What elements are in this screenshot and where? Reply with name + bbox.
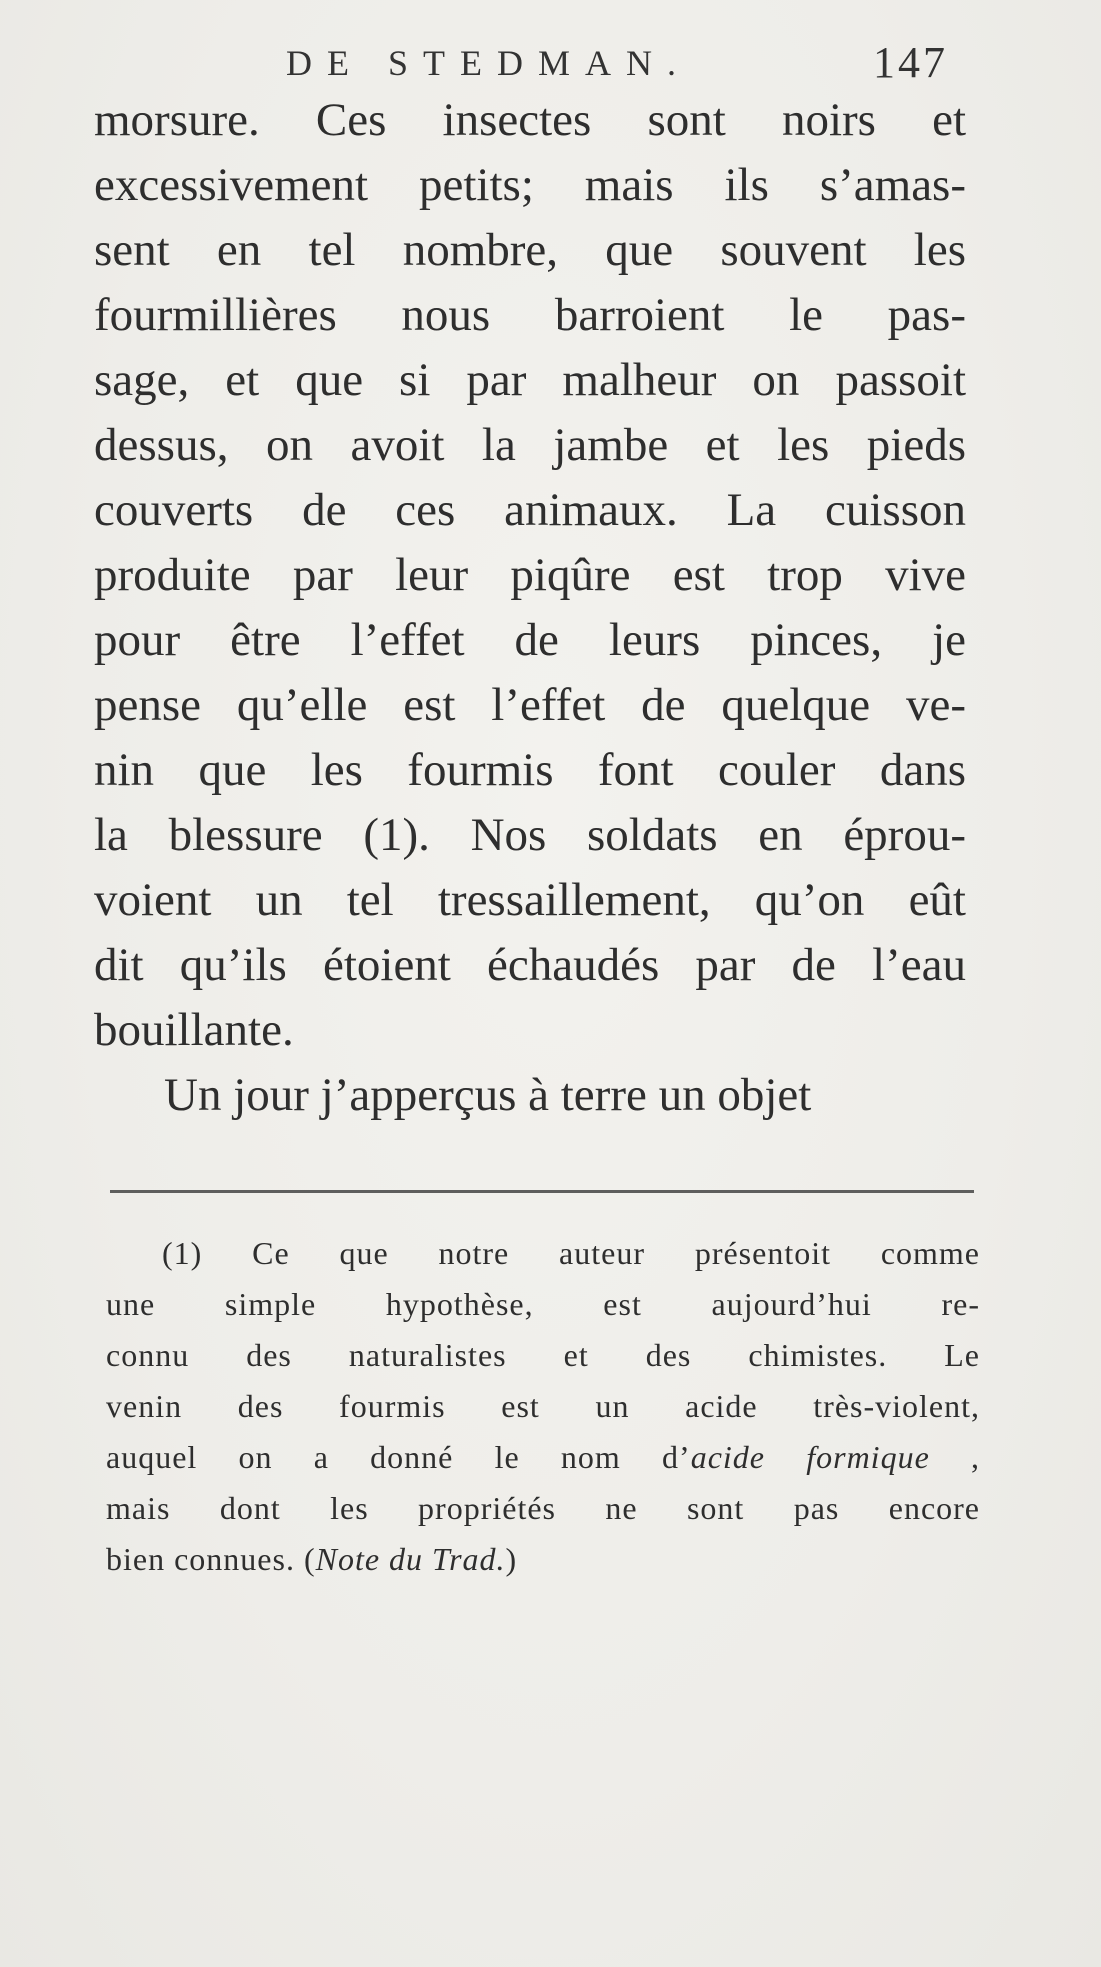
text-line: dessus, on avoit la jambe et les pieds (94, 419, 966, 471)
text-line: fourmillières nous barroient le pas- (94, 289, 966, 341)
text-line: sage, et que si par malheur on passoit (94, 354, 966, 406)
text-line: pense qu’elle est l’effet de quelque ve- (94, 679, 966, 731)
footnote-line: venin des fourmis est un acide très-violent, (106, 1388, 980, 1424)
text-line: morsure. Ces insectes sont noirs et (94, 94, 966, 146)
footnote-text: ) (505, 1541, 518, 1577)
text-line: nin que les fourmis font couler dans (94, 744, 966, 796)
footnote-attribution: Note du Trad. (315, 1541, 506, 1577)
footnote-text: auquel on a donné le nom d’ (106, 1439, 691, 1475)
footnote-italic-term: acide formique (690, 1439, 930, 1475)
page-header (286, 38, 966, 88)
footnote-line (106, 1432, 980, 1483)
text-line: bouillante. (94, 1004, 294, 1056)
footnote-separator (110, 1190, 974, 1193)
text-line: excessivement petits; mais ils s’amas- (94, 159, 966, 211)
text-line: sent en tel nombre, que souvent les (94, 224, 966, 276)
footnote-line: une simple hypothèse, est aujourd’hui re- (106, 1286, 980, 1322)
text-line: la blessure (1). Nos soldats en éprou- (94, 809, 966, 861)
text-line: voient un tel tressaillement, qu’on eût (94, 874, 966, 926)
footnote-line (106, 1534, 980, 1585)
text-line: couverts de ces animaux. La cuisson (94, 484, 966, 536)
text-line: dit qu’ils étoient échaudés par de l’eau (94, 939, 966, 991)
running-title: DE STEDMAN. (286, 43, 691, 83)
text-line: produite par leur piqûre est trop vive (94, 549, 966, 601)
footnote (106, 1228, 980, 1585)
footnote-line: mais dont les propriétés ne sont pas encore (106, 1490, 980, 1526)
text-line: pour être l’effet de leurs pinces, je (94, 614, 966, 666)
footnote-text: bien connues. ( (106, 1541, 316, 1577)
page-number: 147 (873, 38, 948, 87)
text-line: Un jour j’apperçus à terre un objet (164, 1069, 812, 1121)
footnote-text: , (971, 1439, 981, 1475)
main-text (94, 88, 966, 1128)
footnote-line: (1) Ce que notre auteur présentoit comme (162, 1235, 980, 1271)
footnote-line: connu des naturalistes et des chimistes. Le (106, 1337, 980, 1373)
